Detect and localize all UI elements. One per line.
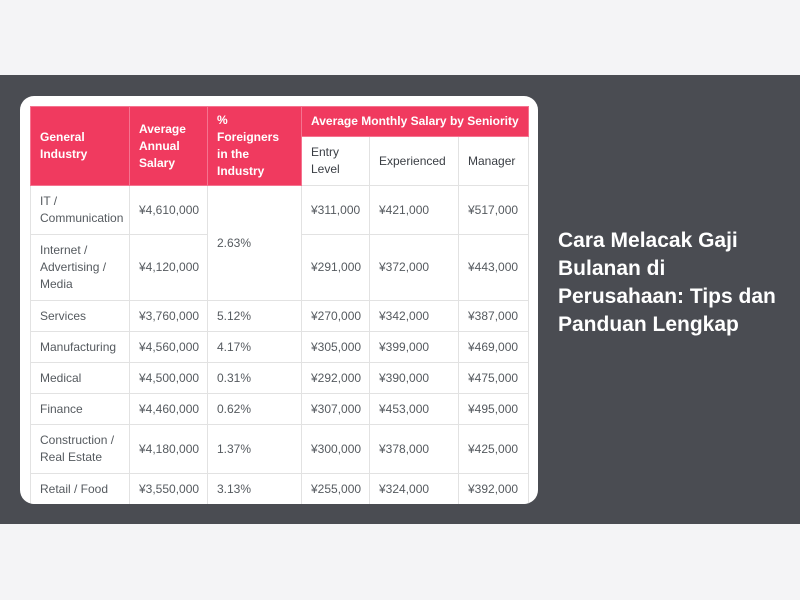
entry-level-cell: ¥255,000	[302, 474, 370, 505]
header-average-annual-salary: Average Annual Salary	[130, 107, 208, 186]
annual-salary-cell: ¥4,180,000	[130, 425, 208, 474]
salary-table	[30, 106, 529, 504]
foreigners-cell: 0.31%	[208, 363, 302, 394]
salary-table-card	[20, 96, 538, 504]
manager-cell: ¥517,000	[459, 186, 529, 235]
industry-cell: Medical	[31, 363, 130, 394]
experienced-cell: ¥324,000	[370, 474, 459, 505]
foreigners-cell: 0.62%	[208, 394, 302, 425]
header-experienced: Experienced	[370, 137, 459, 186]
annual-salary-cell: ¥4,120,000	[130, 235, 208, 301]
entry-level-cell: ¥307,000	[302, 394, 370, 425]
header-general-industry: General Industry	[31, 107, 130, 186]
table-row	[31, 363, 529, 394]
entry-level-cell: ¥270,000	[302, 301, 370, 332]
entry-level-cell: ¥300,000	[302, 425, 370, 474]
experienced-cell: ¥399,000	[370, 332, 459, 363]
table-row	[31, 474, 529, 505]
article-title: Cara Melacak Gaji Bulanan di Perusahaan: Tips dan Panduan Lengkap	[558, 229, 776, 336]
annual-salary-cell: ¥4,560,000	[130, 332, 208, 363]
table-row	[31, 301, 529, 332]
industry-cell: Retail / Food	[31, 474, 130, 505]
annual-salary-cell: ¥3,760,000	[130, 301, 208, 332]
annual-salary-cell: ¥4,610,000	[130, 186, 208, 235]
experienced-cell: ¥342,000	[370, 301, 459, 332]
experienced-cell: ¥372,000	[370, 235, 459, 301]
industry-cell: Construction / Real Estate	[31, 425, 130, 474]
annual-salary-cell: ¥4,460,000	[130, 394, 208, 425]
industry-cell: Manufacturing	[31, 332, 130, 363]
manager-cell: ¥443,000	[459, 235, 529, 301]
foreigners-cell: 2.63%	[208, 186, 302, 301]
experienced-cell: ¥453,000	[370, 394, 459, 425]
annual-salary-cell: ¥3,550,000	[130, 474, 208, 505]
annual-salary-cell: ¥4,500,000	[130, 363, 208, 394]
header-foreigners-percent: % Foreigners in the Industry	[208, 107, 302, 186]
header-monthly-salary-group: Average Monthly Salary by Seniority	[302, 107, 529, 137]
experienced-cell: ¥421,000	[370, 186, 459, 235]
manager-cell: ¥469,000	[459, 332, 529, 363]
header-manager: Manager	[459, 137, 529, 186]
header-entry-level: Entry Level	[302, 137, 370, 186]
entry-level-cell: ¥292,000	[302, 363, 370, 394]
table-row	[31, 332, 529, 363]
foreigners-cell: 5.12%	[208, 301, 302, 332]
industry-cell: Services	[31, 301, 130, 332]
experienced-cell: ¥378,000	[370, 425, 459, 474]
foreigners-cell: 4.17%	[208, 332, 302, 363]
manager-cell: ¥425,000	[459, 425, 529, 474]
manager-cell: ¥387,000	[459, 301, 529, 332]
industry-cell: Finance	[31, 394, 130, 425]
table-row	[31, 425, 529, 474]
table-row	[31, 186, 529, 235]
manager-cell: ¥392,000	[459, 474, 529, 505]
table-row	[31, 394, 529, 425]
entry-level-cell: ¥311,000	[302, 186, 370, 235]
experienced-cell: ¥390,000	[370, 363, 459, 394]
industry-cell: Internet / Advertising / Media	[31, 235, 130, 301]
entry-level-cell: ¥291,000	[302, 235, 370, 301]
entry-level-cell: ¥305,000	[302, 332, 370, 363]
manager-cell: ¥475,000	[459, 363, 529, 394]
foreigners-cell: 3.13%	[208, 474, 302, 505]
manager-cell: ¥495,000	[459, 394, 529, 425]
industry-cell: IT / Communication	[31, 186, 130, 235]
foreigners-cell: 1.37%	[208, 425, 302, 474]
